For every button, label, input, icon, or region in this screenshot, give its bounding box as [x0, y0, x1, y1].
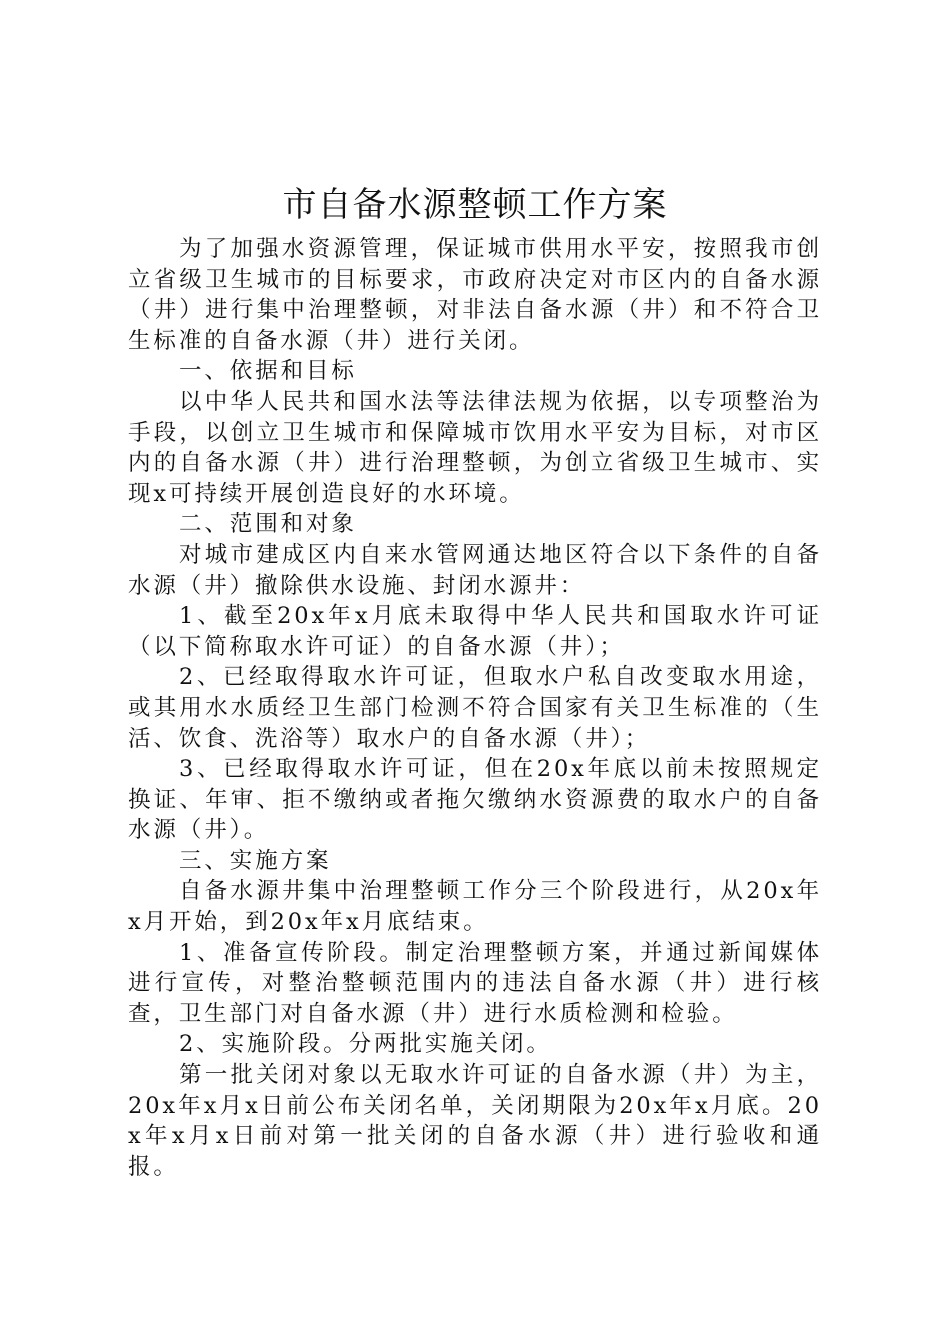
section-heading-basis: 一、依据和目标	[179, 358, 357, 385]
paragraph-scope: 对城市建成区内自来水管网通达地区符合以下条件的自备水源（井）撤除供水设施、封闭水源井：	[128, 541, 822, 599]
document-title: 市自备水源整顿工作方案	[282, 185, 668, 225]
paragraph-basis: 以中华人民共和国水法等法律法规为依据，以专项整治为手段，以创立卫生城市和保障城市饮用水平安为目标，对市区内的自备水源（井）进行治理整顿，为创立省级卫生城市、实现x可持续开展创造良好的水环境。	[128, 388, 822, 507]
paragraph-scope-item-3: 3、已经取得取水许可证，但在20x年底以前未按照规定换证、年审、拒不缴纳或者拖欠缴纳水资源费的取水户的自备水源（井）。	[128, 756, 822, 844]
paragraph-plan-stage-2: 2、实施阶段。分两批实施关闭。	[179, 1031, 552, 1058]
paragraph-plan-first-batch: 第一批关闭对象以无取水许可证的自备水源（井）为主，20x年x月x日前公布关闭名单，关闭期限为20x年x月底。20x年x月x日前对第一批关闭的自备水源（井）进行验收和通报。	[128, 1062, 822, 1180]
section-heading-plan: 三、实施方案	[179, 847, 332, 874]
paragraph-plan-stage-1: 1、准备宣传阶段。制定治理整顿方案，并通过新闻媒体进行宣传，对整治整顿范围内的违法自备水源（井）进行核查，卫生部门对自备水源（井）进行水质检测和检验。	[128, 939, 822, 1027]
document-page	[128, 180, 822, 1182]
paragraph-scope-item-1: 1、截至20x年x月底未取得中华人民共和国取水许可证（以下简称取水许可证）的自备水源（井）；	[128, 603, 822, 660]
paragraph-plan: 自备水源井集中治理整顿工作分三个阶段进行，从20x年x月开始，到20x年x月底结束。	[128, 878, 822, 936]
paragraph-intro: 为了加强水资源管理，保证城市供用水平安，按照我市创立省级卫生城市的目标要求，市政府决定对市区内的自备水源（井）进行集中治理整顿，对非法自备水源（井）和不符合卫生标准的自备水源（井）进行关闭。	[128, 236, 822, 354]
section-heading-scope: 二、范围和对象	[179, 511, 357, 538]
paragraph-scope-item-2: 2、已经取得取水许可证，但取水户私自改变取水用途，或其用水水质经卫生部门检测不符合国家有关卫生标准的（生活、饮食、洗浴等）取水户的自备水源（井）；	[128, 664, 822, 752]
